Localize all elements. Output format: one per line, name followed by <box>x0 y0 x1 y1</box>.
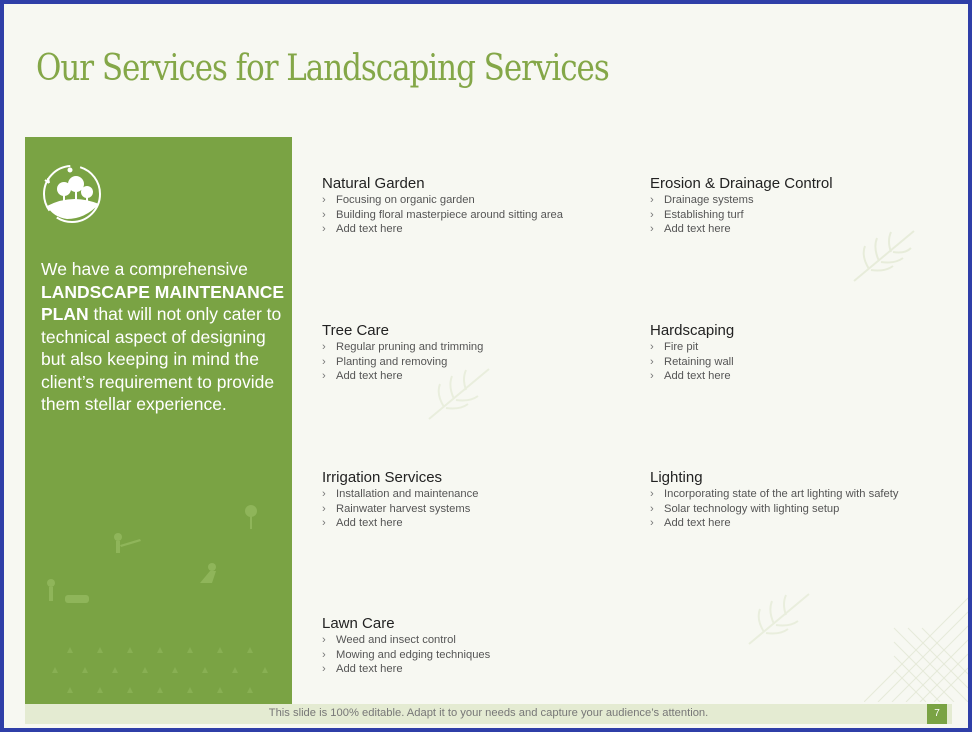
diamond-grid-decoration <box>864 584 968 702</box>
bullet: › <box>322 648 326 661</box>
service-block <box>650 469 970 531</box>
bullet: › <box>322 502 326 515</box>
bullet: › <box>650 341 654 353</box>
slide-title: Our Services for Landscaping Services <box>36 48 609 89</box>
bullet: › <box>322 341 326 353</box>
service-heading: Tree Care <box>322 322 389 339</box>
bullet: › <box>650 370 654 383</box>
list-item <box>322 487 642 502</box>
service-block <box>322 615 642 677</box>
intro-text-post: that will not only cater to technical aspect of designing but also keeping in mind the client’s requirement to provide them stellar experience. <box>41 304 282 414</box>
list-item <box>322 502 642 517</box>
list-item-text: Planting and removing <box>336 355 448 368</box>
list-item <box>322 340 642 355</box>
list-item <box>650 340 970 355</box>
bullet: › <box>322 194 326 206</box>
service-list <box>650 193 970 237</box>
list-item-text: Add text here <box>336 370 403 383</box>
footer-text: This slide is 100% editable. Adapt it to your needs and capture your audience’s attention. <box>268 707 709 719</box>
list-item <box>322 516 642 531</box>
bullet: › <box>322 488 326 500</box>
service-block <box>322 469 642 531</box>
list-item <box>322 369 642 384</box>
service-block <box>650 322 970 384</box>
intro-text-bold: LANDSCAPE MAINTENANCE PLAN <box>41 281 285 324</box>
bullet: › <box>650 223 654 236</box>
bullet: › <box>322 663 326 676</box>
list-item-text: Regular pruning and trimming <box>336 341 484 353</box>
intro-text-pre: We have a comprehensive <box>41 259 248 279</box>
service-list <box>650 487 970 531</box>
list-item <box>650 193 970 208</box>
list-item-text: Fire pit <box>664 341 699 353</box>
service-list <box>322 340 642 384</box>
list-item <box>322 193 642 208</box>
gardener-silhouette-icon <box>25 497 292 704</box>
bullet: › <box>650 517 654 530</box>
list-item <box>650 502 970 517</box>
list-item <box>650 208 970 223</box>
list-item-text: Incorporating state of the art lighting with safety <box>664 488 899 500</box>
service-heading: Erosion & Drainage Control <box>650 175 833 192</box>
list-item-text: Drainage systems <box>664 194 754 206</box>
list-item-text: Retaining wall <box>664 355 734 368</box>
list-item <box>322 222 642 237</box>
bullet: › <box>650 208 654 221</box>
list-item <box>650 369 970 384</box>
list-item-text: Add text here <box>336 223 403 236</box>
bullet: › <box>650 194 654 206</box>
list-item-text: Mowing and edging techniques <box>336 648 491 661</box>
list-item <box>650 516 970 531</box>
bullet: › <box>322 223 326 236</box>
list-item-text: Add text here <box>336 663 403 676</box>
list-item <box>322 633 642 648</box>
list-item <box>650 222 970 237</box>
list-item-text: Installation and maintenance <box>336 488 479 500</box>
bullet: › <box>322 517 326 530</box>
service-list <box>322 193 642 237</box>
page-number: 7 <box>927 704 947 724</box>
list-item-text: Focusing on organic garden <box>336 194 475 206</box>
slide-footer <box>25 704 952 724</box>
bullet: › <box>650 355 654 368</box>
list-item-text: Add text here <box>664 517 731 530</box>
service-block <box>650 175 970 237</box>
landscape-logo-icon <box>37 159 107 229</box>
list-item-text: Establishing turf <box>664 208 744 221</box>
list-item <box>322 662 642 677</box>
list-item <box>322 208 642 223</box>
service-block <box>322 175 642 237</box>
service-heading: Lighting <box>650 469 703 486</box>
list-item-text: Building floral masterpiece around sitting area <box>336 208 563 221</box>
bullet: › <box>322 355 326 368</box>
service-list <box>650 340 970 384</box>
list-item-text: Add text here <box>664 223 731 236</box>
list-item-text: Add text here <box>336 517 403 530</box>
bullet: › <box>322 634 326 646</box>
service-heading: Lawn Care <box>322 615 395 632</box>
service-block <box>322 322 642 384</box>
list-item <box>322 355 642 370</box>
list-item <box>650 355 970 370</box>
intro-text <box>41 258 286 416</box>
bullet: › <box>322 208 326 221</box>
service-list <box>322 633 642 677</box>
list-item-text: Solar technology with lighting setup <box>664 502 840 515</box>
leaf-decoration-icon <box>744 589 814 649</box>
service-heading: Hardscaping <box>650 322 735 339</box>
list-item-text: Weed and insect control <box>336 634 456 646</box>
list-item <box>650 487 970 502</box>
list-item <box>322 648 642 663</box>
list-item-text: Add text here <box>664 370 731 383</box>
service-list <box>322 487 642 531</box>
list-item-text: Rainwater harvest systems <box>336 502 471 515</box>
service-heading: Irrigation Services <box>322 469 443 486</box>
intro-panel <box>25 137 292 704</box>
bullet: › <box>650 488 654 500</box>
bullet: › <box>322 370 326 383</box>
bullet: › <box>650 502 654 515</box>
service-heading: Natural Garden <box>322 175 425 192</box>
